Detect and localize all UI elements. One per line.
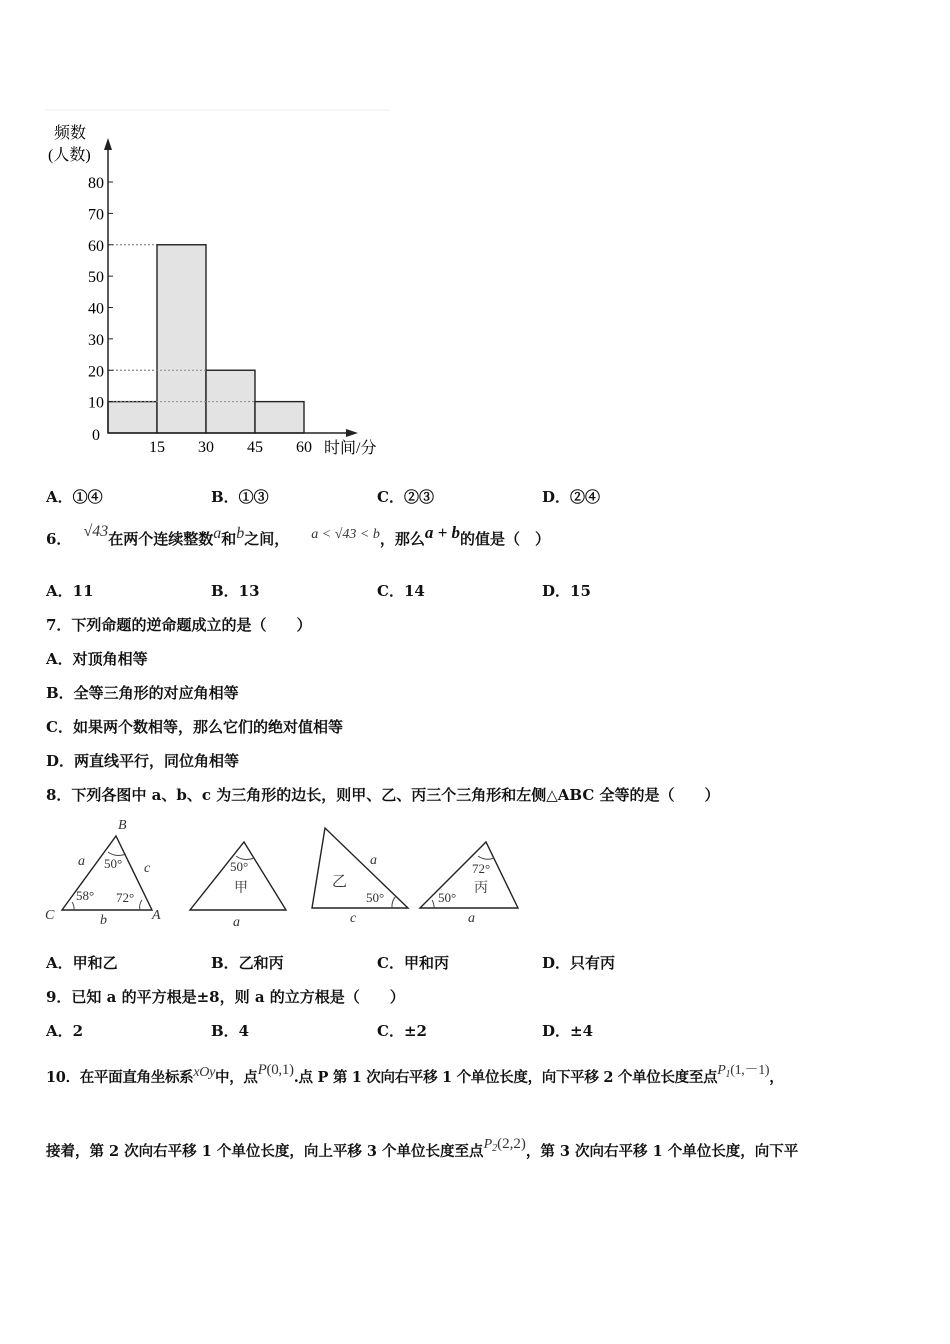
q10-text-1: 10．在平面直角坐标系 (46, 1069, 194, 1086)
q8-option-c[interactable]: C．甲和丙 (377, 954, 449, 972)
origin-label: 0 (92, 427, 100, 444)
q10-point-p1 (717, 1063, 730, 1078)
bar-0 (108, 402, 157, 433)
q10-point-p: P (257, 1062, 267, 1078)
y-tick-label-7: 80 (88, 175, 104, 192)
q10-line-2 (46, 1136, 799, 1162)
q5-option-c[interactable]: C．②③ (377, 488, 434, 506)
y-tick-label-1: 20 (88, 363, 104, 381)
x-axis-label: 时间/分 (324, 440, 377, 457)
q9-option-c[interactable]: C．±2 (377, 1022, 427, 1040)
y-tick-label-4: 50 (88, 269, 104, 287)
q8-option-d[interactable]: D．只有丙 (542, 954, 616, 972)
bing-side-label: a (468, 911, 475, 926)
q6-inequality: a < √43 < b (311, 527, 380, 542)
q10-point-p2 (484, 1137, 498, 1152)
q10-text-4: ， (769, 1069, 784, 1086)
q6-number: 6． (46, 530, 72, 548)
yi-side-c-label: c (350, 911, 357, 926)
q7-option-b[interactable]: B．全等三角形的对应角相等 (46, 684, 239, 702)
q6-var-a: a (213, 525, 222, 542)
q10-point-p2-coord: (2,2) (497, 1136, 526, 1152)
y-axis-arrow (104, 138, 112, 150)
jia-name-label: 甲 (234, 881, 248, 896)
q6-text-1: 在两个连续整数 (108, 530, 214, 548)
jia-angle-label: 50° (230, 859, 249, 874)
q10-point-p2-sub: 2 (492, 1143, 498, 1154)
y-tick-label-2: 30 (88, 331, 104, 349)
q7-option-d[interactable]: D．两直线平行，同位角相等 (46, 752, 240, 770)
x-axis-arrow (346, 429, 358, 437)
q6-option-a[interactable]: A．11 (46, 582, 94, 600)
q8-triangle-figures (40, 812, 530, 932)
bar-3 (255, 402, 304, 433)
q9-option-d[interactable]: D．±4 (542, 1022, 594, 1040)
vertex-c-label: C (45, 908, 55, 923)
vertex-b-label: B (118, 818, 127, 833)
q7-stem: 7．下列命题的逆命题成立的是（ ） (46, 616, 312, 634)
triangle-yi (312, 828, 408, 908)
q6-text-3: 之间， (244, 530, 290, 548)
q6-var-b: b (236, 525, 245, 542)
q8-option-b[interactable]: B．乙和丙 (211, 954, 284, 972)
q8-option-a[interactable]: A．甲和乙 (46, 954, 118, 972)
q9-option-a[interactable]: A．2 (46, 1022, 84, 1040)
q5-option-b[interactable]: B．①③ (211, 488, 269, 506)
q10-point-p2-letter: P (483, 1137, 493, 1152)
x-tick-label-0: 15 (149, 439, 165, 456)
bing-angle-left-label: 50° (438, 890, 457, 905)
q10-xoy: xOy (193, 1065, 216, 1080)
x-tick-label-1: 30 (198, 439, 214, 456)
q6-text-5: 的值是（ ） (460, 530, 551, 548)
y-tick-label-5: 60 (88, 237, 104, 255)
q10-text-3: .点 P 第 1 次向右平移 1 个单位长度，向下平移 2 个单位长度至点 (293, 1069, 718, 1086)
angle-a-label: 72° (116, 890, 135, 905)
q7-option-a[interactable]: A．对顶角相等 (46, 650, 148, 668)
side-c-label: c (144, 861, 151, 876)
q10-point-p1-sub: 1 (725, 1069, 731, 1080)
yi-name-label: 乙 (332, 874, 348, 890)
side-b-label: b (100, 913, 107, 928)
q7-option-c[interactable]: C．如果两个数相等，那么它们的绝对值相等 (46, 718, 343, 736)
q6-sqrt43: √43 (83, 523, 109, 540)
bar-1 (157, 245, 206, 433)
q6-stem (46, 523, 551, 549)
angle-b-label: 50° (104, 856, 123, 871)
q10-text-5: 接着，第 2 次向右平移 1 个单位长度，向上平移 3 个单位长度至点 (46, 1143, 484, 1160)
q10-line-1 (46, 1062, 784, 1088)
y-tick-label-6: 70 (88, 206, 104, 224)
q10-text-2: 中，点 (215, 1069, 258, 1086)
x-tick-label-2: 45 (247, 439, 263, 456)
q6-text-2: 和 (221, 530, 237, 548)
jia-side-label: a (233, 915, 240, 930)
q6-option-d[interactable]: D．15 (542, 582, 591, 600)
yi-angle-label: 50° (366, 890, 385, 905)
x-tick-label-3: 60 (296, 439, 312, 456)
yi-side-a-label: a (370, 853, 377, 868)
q6-option-b[interactable]: B．13 (211, 582, 260, 600)
side-a-label: a (78, 854, 85, 869)
q10-point-p1-letter: P (717, 1063, 726, 1078)
y-tick-label-0: 10 (88, 394, 104, 412)
bing-name-label: 丙 (474, 881, 488, 896)
q5-option-a[interactable]: A．①④ (46, 488, 103, 506)
q5-option-d[interactable]: D．②④ (542, 488, 601, 506)
y-tick-label-3: 40 (88, 300, 104, 318)
vertex-a-label: A (152, 908, 161, 923)
y-axis-label-line2: (人数) (48, 147, 91, 164)
angle-c-label: 58° (76, 888, 95, 903)
triangle-jia (190, 842, 286, 910)
histogram-chart (40, 108, 400, 468)
q10-text-6: ，第 3 次向右平移 1 个单位长度，向下平 (525, 1143, 799, 1160)
q10-point-p-coord: (0,1) (266, 1062, 294, 1078)
q10-point-p1-coord: (1,－1) (730, 1063, 770, 1078)
q6-sum-ab: a + b (424, 523, 461, 542)
bing-angle-top-label: 72° (472, 861, 491, 876)
q6-text-4: ，那么 (379, 530, 425, 548)
q9-stem: 9．已知 a 的平方根是±8，则 a 的立方根是（ ） (46, 988, 405, 1006)
q6-option-c[interactable]: C．14 (377, 582, 425, 600)
triangle-bing (420, 842, 518, 908)
q8-stem: 8．下列各图中 a、b、c 为三角形的边长，则甲、乙、丙三个三角形和左侧△ABC 全等的是（ ） (46, 786, 720, 804)
y-axis-label-line1: 频数 (54, 125, 87, 142)
q9-option-b[interactable]: B．4 (211, 1022, 250, 1040)
